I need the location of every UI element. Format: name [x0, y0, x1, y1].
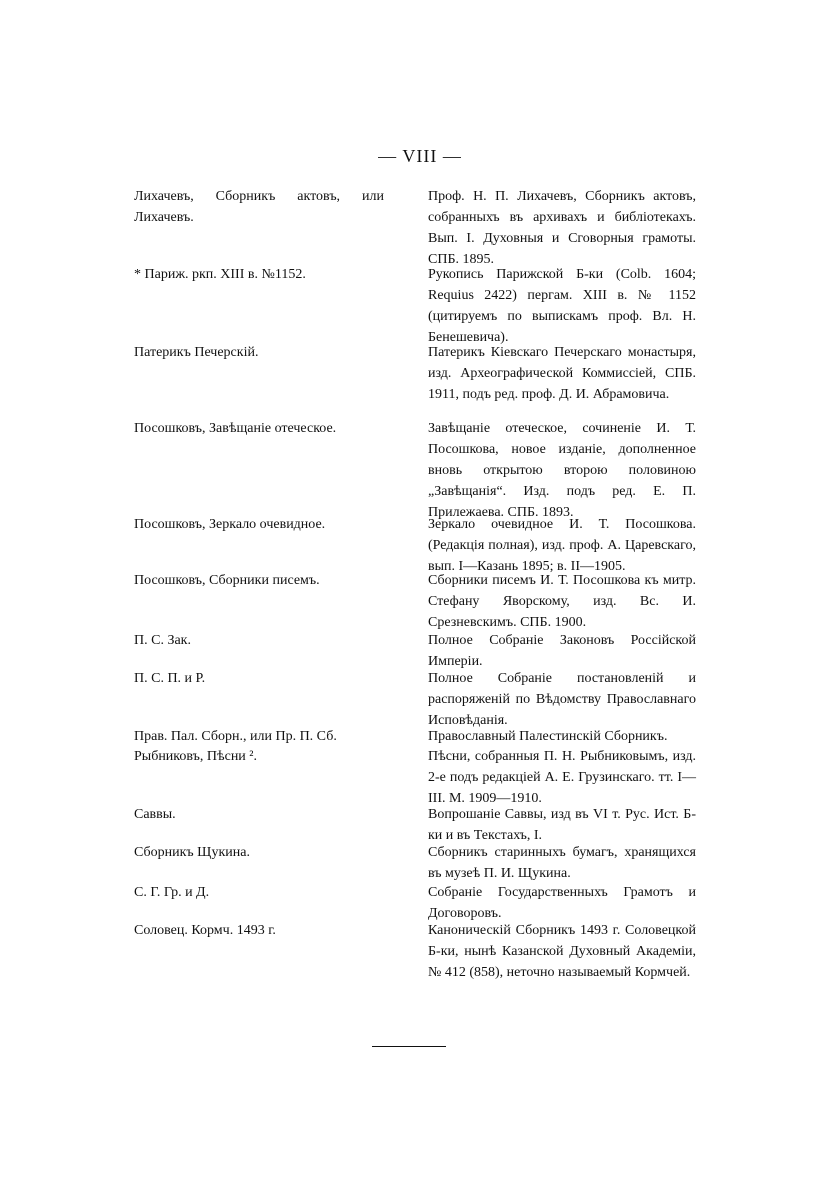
page-number: — VIII — — [378, 146, 462, 166]
explanation: Сборники писемъ И. Т. Посошкова къ митр. Стефану Яворскому, изд. Вс. И. Срезневскимъ. СПБ. 1900. — [428, 573, 696, 630]
abbreviation: Патерикъ Печерскій. — [134, 345, 259, 360]
abbreviation: Прав. Пал. Сборн., или Пр. П. Сб. — [134, 729, 337, 744]
abbreviation: П. С. П. и Р. — [134, 671, 206, 686]
explanation: Собраніе Государственныхъ Грамотъ и Договоровъ. — [428, 885, 696, 921]
abbreviation: Посошковъ, Завѣщаніе отеческое. — [134, 421, 337, 436]
explanation: Патерикъ Кіевскаго Печерскаго монастыря, изд. Археографической Коммиссіей, СПБ. 1911, подъ ред. проф. Д. И. Абрамовича. — [428, 345, 696, 402]
explanation: Завѣщаніе отеческое, сочиненіе И. Т. Посошкова, новое изданіе, дополненное вновь открытою второю половиною „Завѣщанія“. Изд. подъ ред. Е. П. Прилежаева. СПБ. 1893. — [428, 421, 696, 520]
abbreviation: Рыбниковъ, Пѣсни ². — [134, 749, 257, 764]
abbreviation: Посошковъ, Зеркало очевидное. — [134, 517, 326, 532]
explanation: Пѣсни, собранныя П. Н. Рыбниковымъ, изд. 2-е подъ редакціей А. Е. Грузинскаго. тт. I—III. М. 1909—1910. — [428, 749, 696, 806]
abbreviation: Соловец. Кормч. 1493 г. — [134, 923, 276, 938]
abbreviation: Саввы. — [134, 807, 176, 822]
explanation: Полное Собраніе постановленій и распоряженій по Вѣдомству Православнаго Исповѣданія. — [428, 671, 696, 728]
explanation: Рукопись Парижской Б-ки (Colb. 1604; Requius 2422) пергам. XIII в. № 1152 (цитируемъ по выпискамъ проф. Вл. Н. Бенешевича). — [428, 267, 696, 345]
explanation: Вопрошаніе Саввы, изд въ VI т. Рус. Ист. Б-ки и въ Текстахъ, I. — [428, 807, 696, 843]
abbreviation: П. С. Зак. — [134, 633, 191, 648]
abbreviation: Лихачевъ, Сборникъ актовъ, или Лихачевъ. — [134, 189, 384, 225]
explanation: Зеркало очевидное И. Т. Посошкова. (Редакція полная), изд. проф. А. Царевскаго, вып. I—Казань 1895; в. II—1905. — [428, 517, 696, 574]
abbreviation: Посошковъ, Сборники писемъ. — [134, 573, 320, 588]
end-rule — [372, 1046, 446, 1047]
explanation: Полное Собраніе Законовъ Россійской Имперіи. — [428, 633, 696, 669]
abbreviation: С. Г. Гр. и Д. — [134, 885, 210, 900]
explanation: Православный Палестинскій Сборникъ. — [428, 729, 668, 744]
abbreviation: * Париж. ркп. XIII в. №1152. — [134, 267, 306, 282]
abbreviation: Сборникъ Щукина. — [134, 845, 250, 860]
explanation: Каноническій Сборникъ 1493 г. Соловецкой Б-ки, нынѣ Казанской Духовный Академіи, № 412 (858), неточно называемый Кормчей. — [428, 923, 696, 980]
explanation: Проф. Н. П. Лихачевъ, Сборникъ актовъ, собранныхъ въ архивахъ и библіотекахъ. Вып. I. Духовныя и Сговорныя грамоты. СПБ. 1895. — [428, 189, 696, 267]
explanation: Сборникъ старинныхъ бумагъ, хранящихся въ музеѣ П. И. Щукина. — [428, 845, 696, 881]
